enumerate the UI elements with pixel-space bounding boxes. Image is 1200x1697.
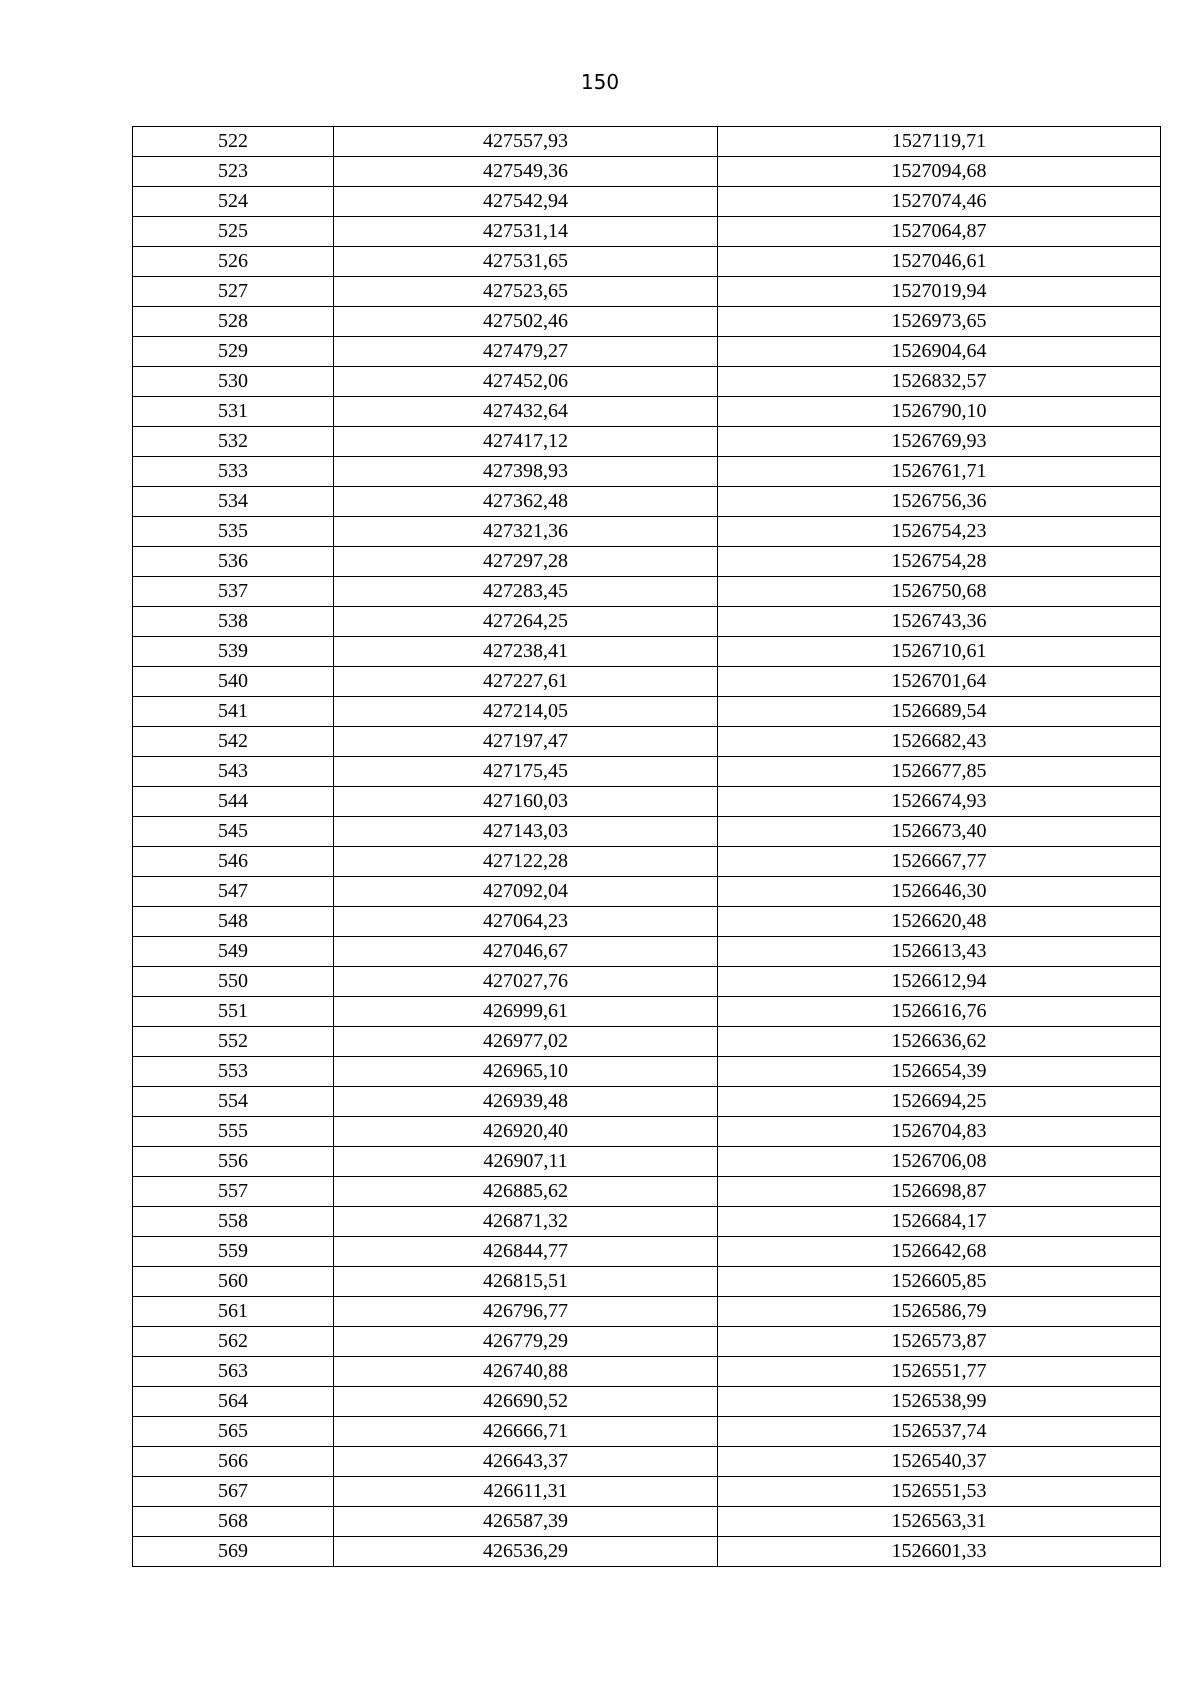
x-coordinate-cell: 427122,28 (334, 847, 718, 877)
table-row (133, 1537, 1161, 1567)
x-coordinate-cell: 426999,61 (334, 997, 718, 1027)
point-number-cell: 553 (133, 1057, 334, 1087)
point-number-cell: 544 (133, 787, 334, 817)
table-row (133, 997, 1161, 1027)
table-row (133, 757, 1161, 787)
table-row (133, 847, 1161, 877)
y-coordinate-cell: 1526904,64 (718, 337, 1161, 367)
point-number-cell: 555 (133, 1117, 334, 1147)
y-coordinate-cell: 1526689,54 (718, 697, 1161, 727)
x-coordinate-cell: 427227,61 (334, 667, 718, 697)
y-coordinate-cell: 1526601,33 (718, 1537, 1161, 1567)
point-number-cell: 534 (133, 487, 334, 517)
x-coordinate-cell: 427549,36 (334, 157, 718, 187)
x-coordinate-cell: 427264,25 (334, 607, 718, 637)
y-coordinate-cell: 1526694,25 (718, 1087, 1161, 1117)
x-coordinate-cell: 426939,48 (334, 1087, 718, 1117)
y-coordinate-cell: 1526754,23 (718, 517, 1161, 547)
y-coordinate-cell: 1526832,57 (718, 367, 1161, 397)
y-coordinate-cell: 1526573,87 (718, 1327, 1161, 1357)
point-number-cell: 548 (133, 907, 334, 937)
table-row (133, 937, 1161, 967)
y-coordinate-cell: 1526704,83 (718, 1117, 1161, 1147)
point-number-cell: 560 (133, 1267, 334, 1297)
x-coordinate-cell: 426965,10 (334, 1057, 718, 1087)
y-coordinate-cell: 1527064,87 (718, 217, 1161, 247)
x-coordinate-cell: 426977,02 (334, 1027, 718, 1057)
point-number-cell: 549 (133, 937, 334, 967)
x-coordinate-cell: 426690,52 (334, 1387, 718, 1417)
x-coordinate-cell: 427452,06 (334, 367, 718, 397)
table-row (133, 217, 1161, 247)
coordinates-table (132, 126, 1161, 1567)
point-number-cell: 541 (133, 697, 334, 727)
y-coordinate-cell: 1526710,61 (718, 637, 1161, 667)
table-row (133, 727, 1161, 757)
x-coordinate-cell: 427046,67 (334, 937, 718, 967)
x-coordinate-cell: 427283,45 (334, 577, 718, 607)
x-coordinate-cell: 427398,93 (334, 457, 718, 487)
y-coordinate-cell: 1526682,43 (718, 727, 1161, 757)
y-coordinate-cell: 1526586,79 (718, 1297, 1161, 1327)
x-coordinate-cell: 426779,29 (334, 1327, 718, 1357)
table-row (133, 1417, 1161, 1447)
coordinates-table-body (133, 127, 1161, 1567)
x-coordinate-cell: 427531,14 (334, 217, 718, 247)
y-coordinate-cell: 1526790,10 (718, 397, 1161, 427)
y-coordinate-cell: 1526613,43 (718, 937, 1161, 967)
point-number-cell: 543 (133, 757, 334, 787)
x-coordinate-cell: 426871,32 (334, 1207, 718, 1237)
x-coordinate-cell: 427502,46 (334, 307, 718, 337)
y-coordinate-cell: 1526620,48 (718, 907, 1161, 937)
x-coordinate-cell: 427557,93 (334, 127, 718, 157)
table-row (133, 397, 1161, 427)
point-number-cell: 550 (133, 967, 334, 997)
table-row (133, 1447, 1161, 1477)
x-coordinate-cell: 427432,64 (334, 397, 718, 427)
table-row (133, 697, 1161, 727)
y-coordinate-cell: 1526706,08 (718, 1147, 1161, 1177)
table-row (133, 637, 1161, 667)
table-row (133, 367, 1161, 397)
point-number-cell: 567 (133, 1477, 334, 1507)
point-number-cell: 526 (133, 247, 334, 277)
x-coordinate-cell: 427214,05 (334, 697, 718, 727)
y-coordinate-cell: 1526667,77 (718, 847, 1161, 877)
point-number-cell: 545 (133, 817, 334, 847)
table-row (133, 1237, 1161, 1267)
x-coordinate-cell: 426907,11 (334, 1147, 718, 1177)
y-coordinate-cell: 1526769,93 (718, 427, 1161, 457)
point-number-cell: 551 (133, 997, 334, 1027)
x-coordinate-cell: 427542,94 (334, 187, 718, 217)
x-coordinate-cell: 427297,28 (334, 547, 718, 577)
x-coordinate-cell: 427321,36 (334, 517, 718, 547)
point-number-cell: 547 (133, 877, 334, 907)
x-coordinate-cell: 427175,45 (334, 757, 718, 787)
table-row (133, 1357, 1161, 1387)
table-row (133, 1297, 1161, 1327)
point-number-cell: 565 (133, 1417, 334, 1447)
table-row (133, 517, 1161, 547)
y-coordinate-cell: 1526537,74 (718, 1417, 1161, 1447)
y-coordinate-cell: 1526673,40 (718, 817, 1161, 847)
point-number-cell: 561 (133, 1297, 334, 1327)
x-coordinate-cell: 427417,12 (334, 427, 718, 457)
x-coordinate-cell: 426885,62 (334, 1177, 718, 1207)
table-row (133, 307, 1161, 337)
point-number-cell: 564 (133, 1387, 334, 1417)
x-coordinate-cell: 426587,39 (334, 1507, 718, 1537)
table-row (133, 817, 1161, 847)
table-row (133, 457, 1161, 487)
point-number-cell: 533 (133, 457, 334, 487)
table-row (133, 1147, 1161, 1177)
table-row (133, 1087, 1161, 1117)
y-coordinate-cell: 1527094,68 (718, 157, 1161, 187)
table-row (133, 967, 1161, 997)
point-number-cell: 557 (133, 1177, 334, 1207)
point-number-cell: 552 (133, 1027, 334, 1057)
y-coordinate-cell: 1526605,85 (718, 1267, 1161, 1297)
x-coordinate-cell: 426796,77 (334, 1297, 718, 1327)
point-number-cell: 538 (133, 607, 334, 637)
y-coordinate-cell: 1527019,94 (718, 277, 1161, 307)
point-number-cell: 531 (133, 397, 334, 427)
table-row (133, 1027, 1161, 1057)
table-row (133, 1267, 1161, 1297)
y-coordinate-cell: 1526642,68 (718, 1237, 1161, 1267)
y-coordinate-cell: 1526754,28 (718, 547, 1161, 577)
point-number-cell: 562 (133, 1327, 334, 1357)
table-row (133, 1507, 1161, 1537)
y-coordinate-cell: 1526674,93 (718, 787, 1161, 817)
table-row (133, 247, 1161, 277)
x-coordinate-cell: 427160,03 (334, 787, 718, 817)
point-number-cell: 529 (133, 337, 334, 367)
x-coordinate-cell: 426920,40 (334, 1117, 718, 1147)
y-coordinate-cell: 1526563,31 (718, 1507, 1161, 1537)
x-coordinate-cell: 426643,37 (334, 1447, 718, 1477)
table-row (133, 1117, 1161, 1147)
point-number-cell: 540 (133, 667, 334, 697)
point-number-cell: 566 (133, 1447, 334, 1477)
point-number-cell: 524 (133, 187, 334, 217)
x-coordinate-cell: 427523,65 (334, 277, 718, 307)
table-row (133, 607, 1161, 637)
point-number-cell: 539 (133, 637, 334, 667)
y-coordinate-cell: 1526538,99 (718, 1387, 1161, 1417)
table-row (133, 1207, 1161, 1237)
y-coordinate-cell: 1526612,94 (718, 967, 1161, 997)
y-coordinate-cell: 1526646,30 (718, 877, 1161, 907)
x-coordinate-cell: 427064,23 (334, 907, 718, 937)
x-coordinate-cell: 426611,31 (334, 1477, 718, 1507)
y-coordinate-cell: 1526551,77 (718, 1357, 1161, 1387)
point-number-cell: 523 (133, 157, 334, 187)
table-row (133, 547, 1161, 577)
x-coordinate-cell: 427092,04 (334, 877, 718, 907)
table-row (133, 187, 1161, 217)
point-number-cell: 542 (133, 727, 334, 757)
point-number-cell: 558 (133, 1207, 334, 1237)
table-row (133, 277, 1161, 307)
point-number-cell: 530 (133, 367, 334, 397)
table-row (133, 127, 1161, 157)
point-number-cell: 525 (133, 217, 334, 247)
point-number-cell: 546 (133, 847, 334, 877)
y-coordinate-cell: 1526750,68 (718, 577, 1161, 607)
table-row (133, 1387, 1161, 1417)
table-row (133, 1477, 1161, 1507)
x-coordinate-cell: 427362,48 (334, 487, 718, 517)
x-coordinate-cell: 427238,41 (334, 637, 718, 667)
point-number-cell: 569 (133, 1537, 334, 1567)
point-number-cell: 559 (133, 1237, 334, 1267)
y-coordinate-cell: 1527046,61 (718, 247, 1161, 277)
table-row (133, 907, 1161, 937)
table-row (133, 877, 1161, 907)
x-coordinate-cell: 427479,27 (334, 337, 718, 367)
point-number-cell: 522 (133, 127, 334, 157)
y-coordinate-cell: 1526636,62 (718, 1027, 1161, 1057)
point-number-cell: 532 (133, 427, 334, 457)
y-coordinate-cell: 1527074,46 (718, 187, 1161, 217)
y-coordinate-cell: 1526684,17 (718, 1207, 1161, 1237)
y-coordinate-cell: 1526973,65 (718, 307, 1161, 337)
table-row (133, 1177, 1161, 1207)
x-coordinate-cell: 427197,47 (334, 727, 718, 757)
page-number: 150 (580, 70, 620, 94)
y-coordinate-cell: 1526677,85 (718, 757, 1161, 787)
y-coordinate-cell: 1526698,87 (718, 1177, 1161, 1207)
table-row (133, 667, 1161, 697)
point-number-cell: 537 (133, 577, 334, 607)
table-row (133, 487, 1161, 517)
x-coordinate-cell: 426536,29 (334, 1537, 718, 1567)
y-coordinate-cell: 1526654,39 (718, 1057, 1161, 1087)
table-row (133, 157, 1161, 187)
y-coordinate-cell: 1526616,76 (718, 997, 1161, 1027)
point-number-cell: 554 (133, 1087, 334, 1117)
x-coordinate-cell: 427531,65 (334, 247, 718, 277)
table-row (133, 1057, 1161, 1087)
y-coordinate-cell: 1526540,37 (718, 1447, 1161, 1477)
y-coordinate-cell: 1526761,71 (718, 457, 1161, 487)
point-number-cell: 528 (133, 307, 334, 337)
point-number-cell: 527 (133, 277, 334, 307)
y-coordinate-cell: 1527119,71 (718, 127, 1161, 157)
y-coordinate-cell: 1526743,36 (718, 607, 1161, 637)
x-coordinate-cell: 426815,51 (334, 1267, 718, 1297)
point-number-cell: 536 (133, 547, 334, 577)
table-row (133, 577, 1161, 607)
y-coordinate-cell: 1526551,53 (718, 1477, 1161, 1507)
x-coordinate-cell: 427027,76 (334, 967, 718, 997)
y-coordinate-cell: 1526756,36 (718, 487, 1161, 517)
table-row (133, 337, 1161, 367)
x-coordinate-cell: 427143,03 (334, 817, 718, 847)
point-number-cell: 556 (133, 1147, 334, 1177)
table-row (133, 1327, 1161, 1357)
point-number-cell: 535 (133, 517, 334, 547)
table-row (133, 427, 1161, 457)
point-number-cell: 563 (133, 1357, 334, 1387)
x-coordinate-cell: 426740,88 (334, 1357, 718, 1387)
point-number-cell: 568 (133, 1507, 334, 1537)
table-row (133, 787, 1161, 817)
x-coordinate-cell: 426844,77 (334, 1237, 718, 1267)
y-coordinate-cell: 1526701,64 (718, 667, 1161, 697)
x-coordinate-cell: 426666,71 (334, 1417, 718, 1447)
